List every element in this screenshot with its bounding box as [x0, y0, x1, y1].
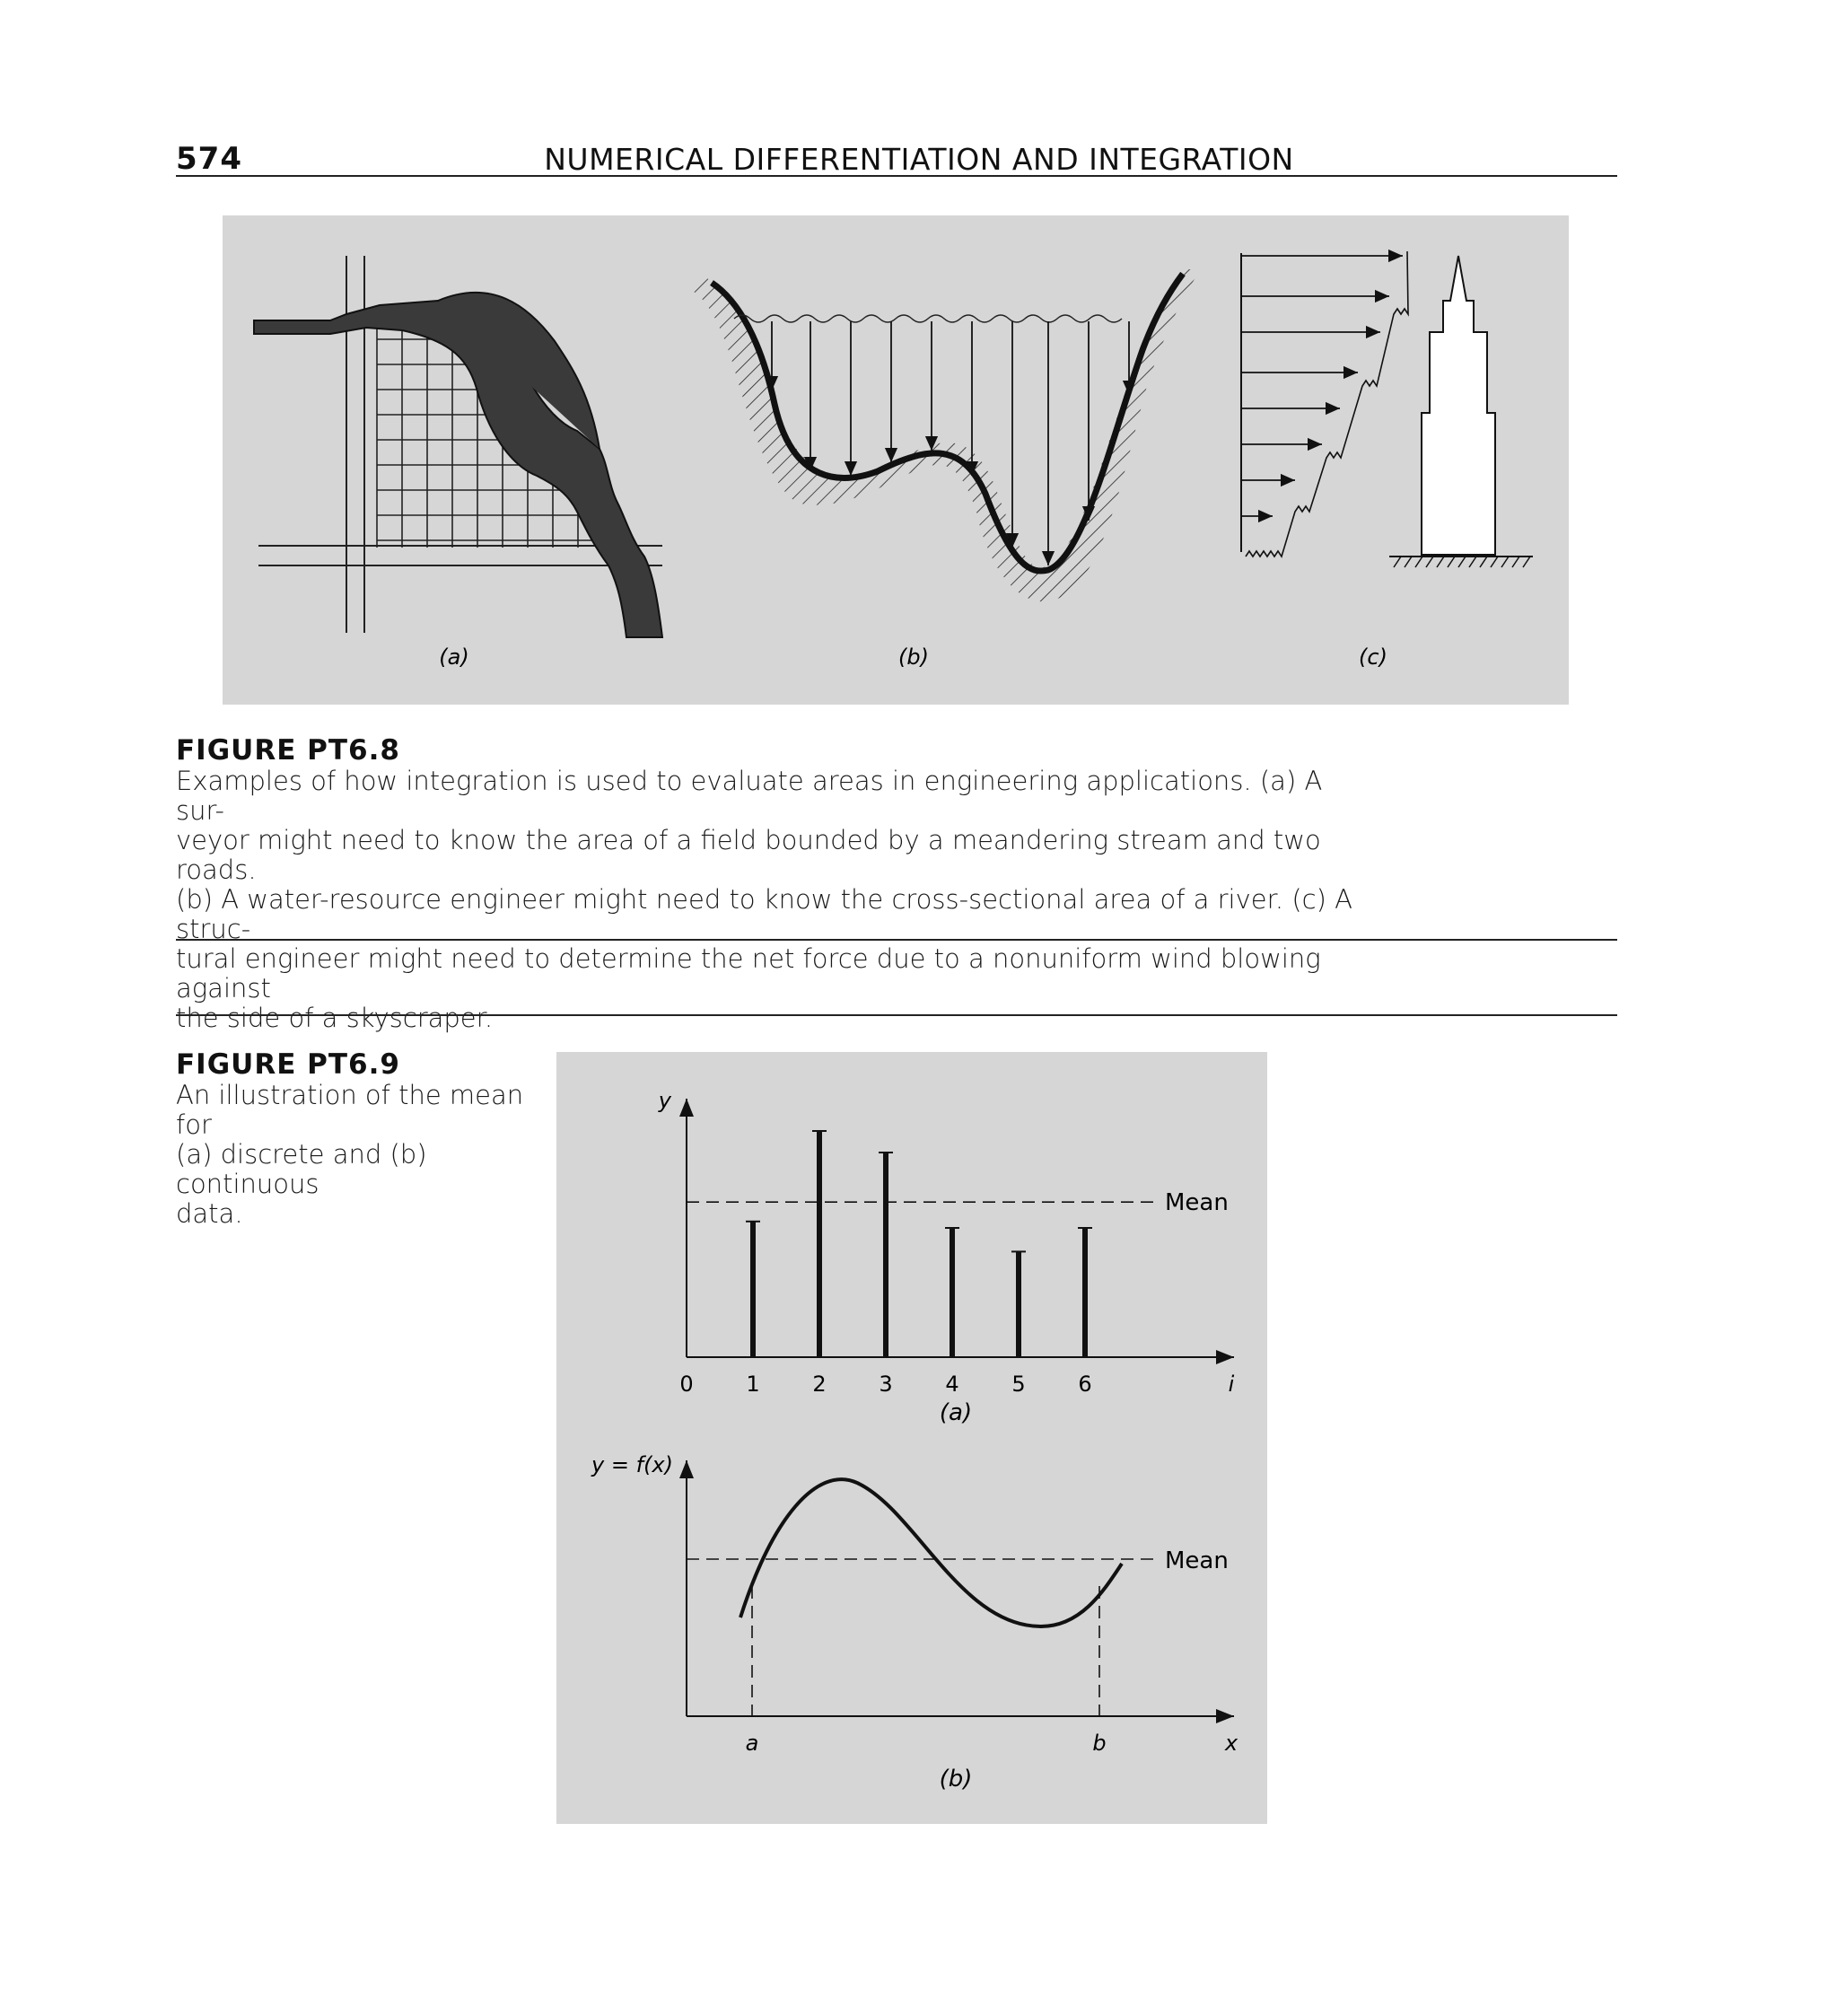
mean-label: Mean: [1165, 1189, 1229, 1217]
panel-b-label: (b): [898, 644, 929, 670]
figure-pt69-top-rule: [176, 1014, 1617, 1016]
figure-pt69-caption: [176, 1081, 553, 1229]
header-rule: [176, 175, 1617, 177]
x-axis-label: i: [1228, 1372, 1235, 1397]
mean-label: Mean: [1165, 1547, 1229, 1574]
b-label: b: [1092, 1731, 1107, 1756]
x-tick-label: 4: [945, 1372, 959, 1397]
x-tick-label: 1: [746, 1372, 760, 1397]
panel-label: (a): [939, 1399, 973, 1426]
caption-line: the side of a skyscraper.: [176, 1003, 494, 1033]
x-axis-label: x: [1224, 1731, 1238, 1756]
panel-label: (b): [939, 1766, 973, 1792]
x-tick-label: 3: [879, 1372, 893, 1397]
figure-pt69-plots: [556, 1052, 1267, 1824]
running-title: NUMERICAL DIFFERENTIATION AND INTEGRATION: [544, 142, 1294, 177]
caption-line: (a) discrete and (b) continuous: [176, 1139, 427, 1199]
x-tick-label: 6: [1078, 1372, 1092, 1397]
caption-line: Examples of how integration is used to evaluate areas in engineering applications. (a) A sur-: [176, 766, 1323, 826]
figure-pt68-illustration: [223, 215, 1569, 705]
page-number: 574: [176, 141, 242, 177]
a-label: a: [745, 1731, 759, 1756]
figure-pt69-label: FIGURE PT6.9: [176, 1048, 400, 1081]
caption-line: tural engineer might need to determine the net force due to a nonuniform wind blowing against: [176, 943, 1321, 1004]
panel-c-label: (c): [1359, 644, 1387, 670]
x-tick-label: 0: [679, 1372, 694, 1397]
caption-line: data.: [176, 1198, 243, 1229]
figure-pt68-caption: [176, 767, 1361, 1033]
figure-pt68-label: FIGURE PT6.8: [176, 734, 400, 767]
y-axis-label: y: [658, 1088, 671, 1113]
caption-line: (b) A water-resource engineer might need to know the cross-sectional area of a river. (c) A struc-: [176, 884, 1352, 944]
y-axis-label: y = f(x): [591, 1452, 673, 1477]
figure-pt68-bottom-rule: [176, 939, 1617, 941]
x-tick-label: 5: [1011, 1372, 1026, 1397]
caption-line: An illustration of the mean for: [176, 1080, 524, 1140]
caption-line: veyor might need to know the area of a field bounded by a meandering stream and two roads.: [176, 825, 1321, 885]
panel-a-label: (a): [439, 644, 469, 670]
x-tick-label: 2: [812, 1372, 827, 1397]
halftone-background: [556, 1052, 1267, 1824]
